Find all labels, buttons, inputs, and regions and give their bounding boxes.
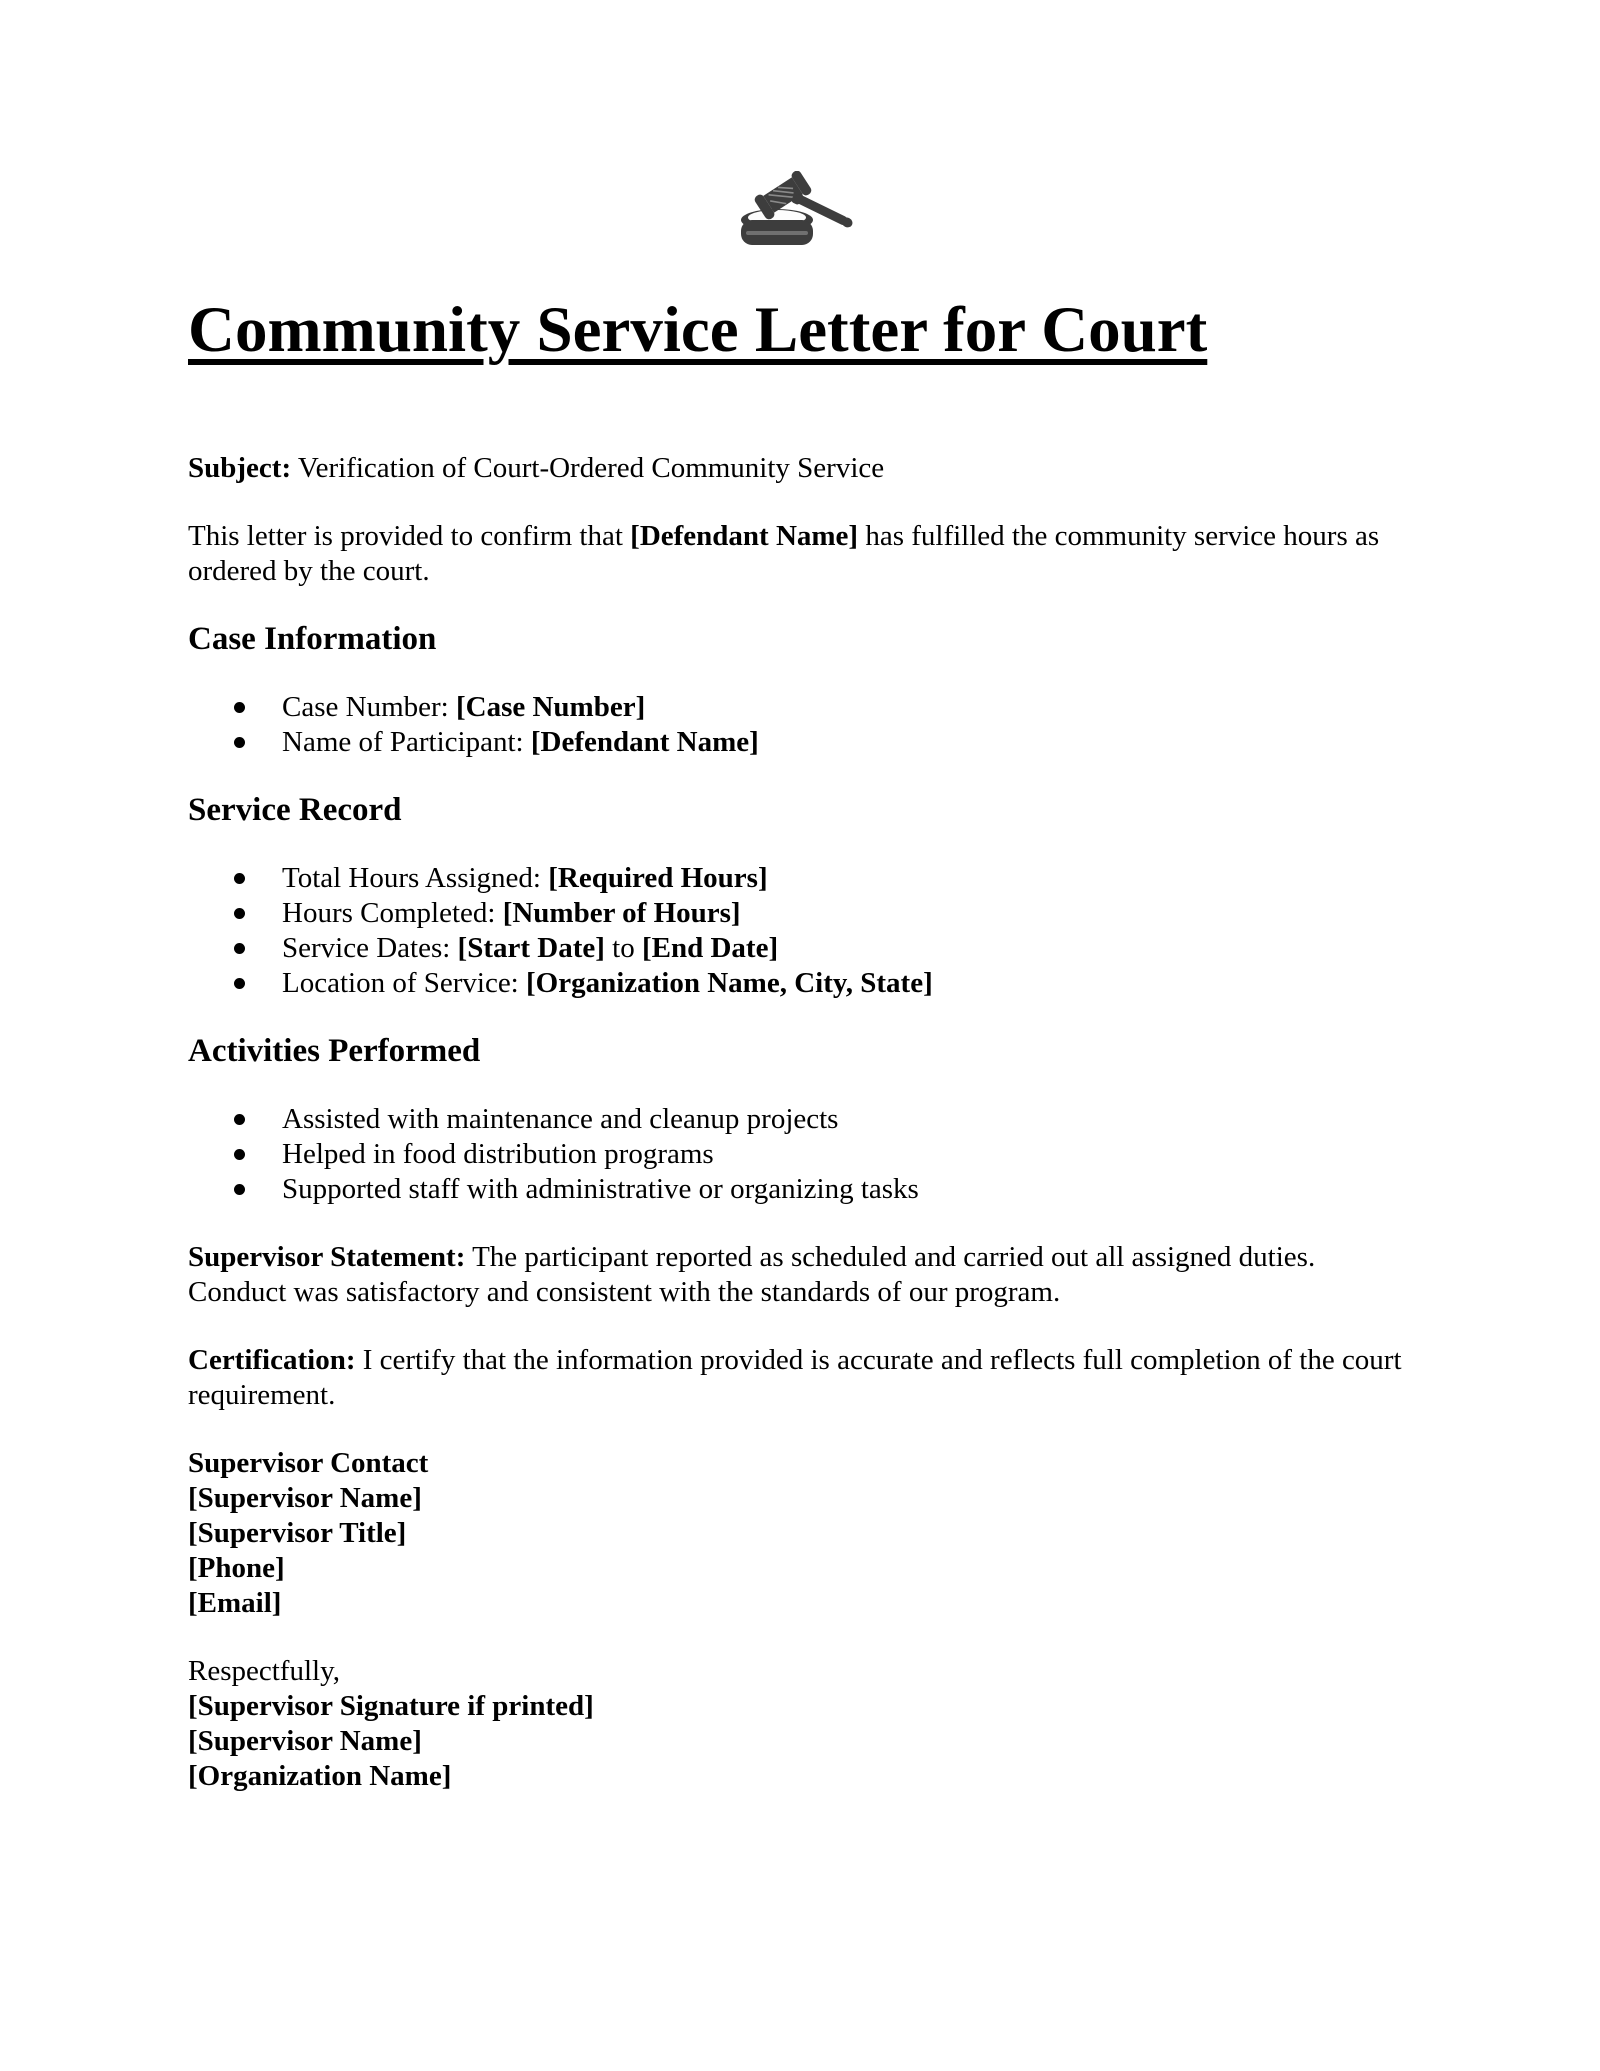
activities-list xyxy=(188,1102,1412,1207)
subject-value: Verification of Court-Ordered Community Service xyxy=(297,452,885,484)
list-item: Helped in food distribution programs xyxy=(282,1137,1412,1172)
section-heading-service-record: Service Record xyxy=(188,792,402,828)
section-heading-case-information: Case Information xyxy=(188,621,437,657)
intro-paragraph xyxy=(188,519,1412,589)
item-value: [End Date] xyxy=(641,932,779,964)
item-label: Total Hours Assigned: xyxy=(282,862,541,894)
item-value: [Defendant Name] xyxy=(530,726,759,758)
closing-supervisor-name-placeholder: [Supervisor Name] xyxy=(188,1725,422,1757)
subject-label: Subject: xyxy=(188,452,292,484)
certification-text: I certify that the information provided is accurate and reflects full completion of the court requirement. xyxy=(188,1344,1402,1411)
list-item xyxy=(282,861,1412,896)
supervisor-name-placeholder: [Supervisor Name] xyxy=(188,1482,422,1514)
section-heading-activities-performed: Activities Performed xyxy=(188,1033,481,1069)
intro-text-before: This letter is provided to confirm that xyxy=(188,520,623,552)
supervisor-statement-paragraph xyxy=(188,1240,1412,1310)
item-value: [Start Date] xyxy=(457,932,605,964)
item-value: [Number of Hours] xyxy=(502,897,741,929)
list-item xyxy=(282,931,1412,966)
list-item xyxy=(282,725,1412,760)
signature-placeholder: [Supervisor Signature if printed] xyxy=(188,1690,594,1722)
supervisor-contact-block xyxy=(188,1446,1412,1621)
letter-content xyxy=(0,284,1600,1794)
item-value: [Required Hours] xyxy=(548,862,768,894)
item-label: Location of Service: xyxy=(282,967,519,999)
list-item xyxy=(282,966,1412,1001)
list-item: Supported staff with administrative or organizing tasks xyxy=(282,1172,1412,1207)
supervisor-contact-heading: Supervisor Contact xyxy=(188,1447,429,1479)
certification-paragraph xyxy=(188,1343,1412,1413)
item-label: Name of Participant: xyxy=(282,726,524,758)
supervisor-title-placeholder: [Supervisor Title] xyxy=(188,1517,407,1549)
item-value: [Case Number] xyxy=(455,691,646,723)
phone-placeholder: [Phone] xyxy=(188,1552,285,1584)
email-placeholder: [Email] xyxy=(188,1587,282,1619)
certification-label: Certification: xyxy=(188,1344,356,1376)
service-record-list xyxy=(188,861,1412,1001)
subject-line xyxy=(188,451,1412,486)
gavel-icon xyxy=(737,171,863,247)
item-value: [Organization Name, City, State] xyxy=(526,967,933,999)
item-label: Service Dates: xyxy=(282,932,451,964)
list-item: Assisted with maintenance and cleanup projects xyxy=(282,1102,1412,1137)
item-label: Hours Completed: xyxy=(282,897,496,929)
intro-text-after: has fulfilled the community service hours as ordered by the court. xyxy=(188,520,1380,587)
supervisor-statement-label: Supervisor Statement: xyxy=(188,1241,466,1273)
closing-salutation: Respectfully, xyxy=(188,1655,340,1687)
page-title: Community Service Letter for Court xyxy=(188,294,1208,366)
defendant-name-placeholder: [Defendant Name] xyxy=(630,520,859,552)
list-item xyxy=(282,690,1412,725)
closing-block xyxy=(188,1654,1412,1794)
organization-name-placeholder: [Organization Name] xyxy=(188,1760,452,1792)
item-label: Case Number: xyxy=(282,691,449,723)
item-connector: to xyxy=(612,932,635,964)
list-item xyxy=(282,896,1412,931)
case-information-list xyxy=(188,690,1412,760)
supervisor-statement-text: The participant reported as scheduled and carried out all assigned duties. Conduct was satisfactory and consistent with the standards of our program. xyxy=(188,1241,1316,1308)
